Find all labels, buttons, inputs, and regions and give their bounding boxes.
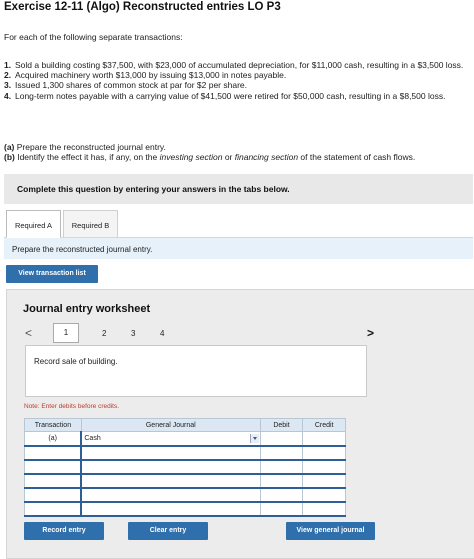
transaction-cell [25, 488, 82, 502]
entry-description: Record sale of building. [34, 357, 118, 366]
table-row [25, 446, 346, 460]
transaction-cell: (a) [25, 432, 82, 446]
item-text: Long-term notes payable with a carrying value of $41,500 were retired for $50,000 cash, resulting in a $8,500 loss. [15, 90, 446, 101]
view-general-journal-button[interactable]: View general journal [286, 522, 375, 540]
view-transaction-list-button[interactable]: View transaction list [6, 265, 98, 283]
record-entry-button[interactable]: Record entry [24, 522, 104, 540]
transaction-cell [25, 446, 82, 460]
requirement-b-text: Identify the effect it has, if any, on the [14, 152, 160, 163]
tab-label: Required B [71, 221, 110, 230]
transaction-cell [25, 474, 82, 488]
table-row [25, 502, 346, 516]
debit-input[interactable] [260, 432, 303, 446]
item-text: Issued 1,300 shares of common stock at par for $2 per share. [15, 80, 247, 91]
account-select[interactable] [81, 460, 260, 474]
account-select[interactable] [81, 502, 260, 516]
credit-input[interactable] [303, 460, 346, 474]
requirement-a [4, 142, 415, 152]
column-header-general-journal: General Journal [81, 419, 260, 432]
debit-input[interactable] [260, 502, 303, 516]
chevron-right-icon[interactable]: > [367, 326, 375, 340]
item-number: 2. [4, 70, 12, 81]
account-select[interactable] [81, 488, 260, 502]
column-header-debit: Debit [260, 419, 303, 432]
chevron-left-icon[interactable]: < [25, 326, 33, 340]
page-3-button[interactable]: 3 [131, 329, 136, 338]
credit-input[interactable] [303, 432, 346, 446]
list-item [4, 60, 470, 70]
table-row [25, 474, 346, 488]
item-number: 3. [4, 80, 12, 91]
account-value: Cash [84, 434, 101, 442]
debit-input[interactable] [260, 488, 303, 502]
list-item [4, 80, 470, 90]
instructions-banner [4, 174, 473, 204]
requirement-b-text: or [222, 152, 235, 163]
page-2-button[interactable]: 2 [102, 329, 107, 338]
account-select[interactable] [81, 432, 260, 446]
table-row [25, 460, 346, 474]
tab-required-b[interactable] [63, 210, 118, 238]
table-row [25, 432, 346, 446]
debit-input[interactable] [260, 474, 303, 488]
credit-input[interactable] [303, 446, 346, 460]
journal-entry-worksheet [6, 289, 474, 559]
page-1-button[interactable]: 1 [53, 323, 79, 343]
clear-entry-button[interactable]: Clear entry [128, 522, 208, 540]
credit-input[interactable] [303, 474, 346, 488]
debit-input[interactable] [260, 446, 303, 460]
item-number: 1. [4, 60, 12, 70]
page-4-button[interactable]: 4 [160, 329, 165, 338]
prompt-bar [4, 237, 473, 259]
list-item [4, 70, 470, 80]
item-number: 4. [4, 90, 12, 101]
tab-required-a[interactable] [6, 210, 61, 238]
page-title: Exercise 12-11 (Algo) Reconstructed entries LO P3 [4, 1, 281, 13]
prompt-text: Prepare the reconstructed journal entry. [12, 245, 153, 254]
requirement-b-text: of the statement of cash flows. [298, 152, 416, 163]
investing-section-text: investing section [159, 152, 223, 163]
column-header-credit: Credit [303, 419, 346, 432]
requirements [4, 142, 415, 163]
note-text: Note: Enter debits before credits. [24, 403, 120, 410]
transaction-list [4, 60, 470, 101]
transaction-cell [25, 502, 82, 516]
requirement-b [4, 152, 415, 162]
chevron-down-icon[interactable] [250, 434, 259, 443]
requirement-a-label: (a) [4, 142, 15, 152]
requirement-b-label: (b) [4, 152, 15, 163]
debit-input[interactable] [260, 460, 303, 474]
requirement-a-text: Prepare the reconstructed journal entry. [14, 142, 166, 152]
account-select[interactable] [81, 474, 260, 488]
item-text: Sold a building costing $37,500, with $23,000 of accumulated depreciation, for $11,000 cash, resulting in a $3,500 loss. [15, 60, 464, 70]
transaction-cell [25, 460, 82, 474]
financing-section-text: financing section [234, 152, 299, 163]
list-item [4, 91, 470, 101]
credit-input[interactable] [303, 502, 346, 516]
column-header-transaction: Transaction [25, 419, 82, 432]
credit-input[interactable] [303, 488, 346, 502]
table-row [25, 488, 346, 502]
tab-label: Required A [14, 221, 53, 230]
item-text: Acquired machinery worth $13,000 by issuing $13,000 in notes payable. [15, 70, 287, 81]
journal-table [24, 418, 346, 517]
intro-text: For each of the following separate transactions: [4, 32, 183, 42]
entry-description-box [25, 345, 367, 397]
account-select[interactable] [81, 446, 260, 460]
worksheet-title: Journal entry worksheet [23, 303, 151, 315]
instructions-text: Complete this question by entering your answers in the tabs below. [17, 184, 290, 194]
